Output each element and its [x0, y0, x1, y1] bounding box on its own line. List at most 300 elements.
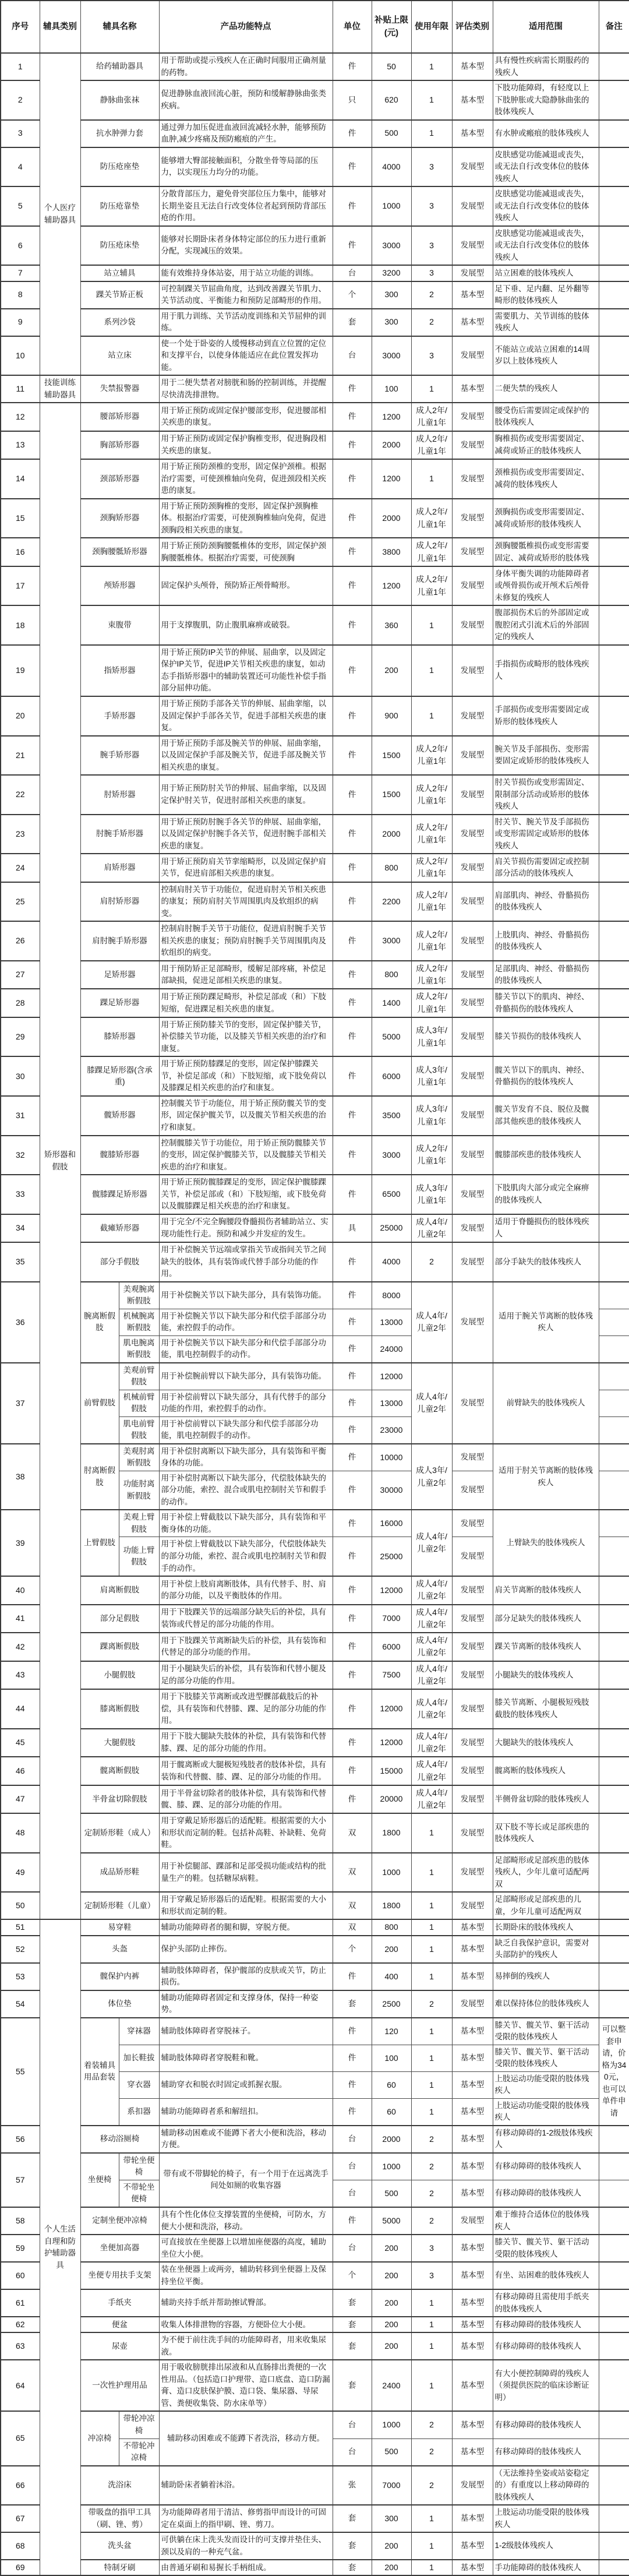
remark-cell: [599, 1309, 629, 1335]
use-years-cell: 1: [411, 2505, 452, 2532]
subsidy-limit-cell: 16000: [372, 1510, 411, 1537]
group-name-cell: 上臂假肢: [80, 1510, 119, 1576]
unit-cell: 件: [333, 1963, 372, 1990]
subsidy-limit-cell: 4000: [372, 1242, 411, 1282]
feature-cell: 装在坐便器上或两旁，辅助转移到坐便器上及保持坐位平衡。: [159, 2262, 333, 2289]
table-row: [1, 1282, 629, 1309]
eval-type-cell: 基本型: [452, 375, 493, 403]
table-row: [1, 265, 629, 281]
feature-cell: 用于下肢大腿缺失肢体的补偿，具有装饰和代替膝、踝、足的部分功能的作用。: [159, 1729, 333, 1757]
use-years-cell: 成人2年/儿童1年: [411, 775, 452, 815]
scope-cell: 具有慢性疾病需长期服药的残疾人: [493, 53, 599, 80]
name-cell: 肩肘腕手矫形器: [80, 921, 159, 961]
unit-cell: 件: [333, 566, 372, 606]
scope-cell: 膝关节、髋关节、躯干活动受限的肢体残疾人: [493, 2235, 599, 2262]
feature-cell: 辅助移动困难或不能蹲下者洗浴，移动方便。: [159, 2411, 333, 2465]
feature-cell: 用于矫正预防膝踝足的变形，固定保护膝踝关节，补偿足部或（和）下肢短缩，或下肢免荷以及膝踝足相关疾患的治疗和康复。: [159, 1056, 333, 1096]
eval-type-cell: 发展型: [452, 696, 493, 736]
subsidy-limit-cell: 7000: [372, 1605, 411, 1633]
scope-cell: 足部畸形或足部疾患的儿童，少年儿童可适配两双: [493, 1892, 599, 1919]
eval-type-cell: 发展型: [452, 1017, 493, 1057]
category-cell: 矫形器和假肢: [40, 403, 80, 1919]
feature-cell: 控制肩肘关节于功能位，促进肩肘关节相关疾患的康复；预防肩肘关节周围肌肉及软组织的病变。: [159, 882, 333, 922]
eval-type-cell: 发展型: [452, 1661, 493, 1690]
use-years-cell: 3: [411, 2235, 452, 2262]
scope-cell: 长期卧床的肢体残疾人: [493, 1919, 599, 1935]
remark-cell: [599, 403, 629, 431]
subsidy-limit-cell: 7500: [372, 1661, 411, 1690]
scope-cell: 有大小便控制障碍的残疾人（须提供医院的临床诊断证明）: [493, 2360, 599, 2411]
eval-type-cell: 基本型: [452, 2438, 493, 2466]
feature-cell: 通过弹力加压促进血液回流减轻水肿，能够预防血肿,减少疼痛及预防瘢痕的产生。: [159, 120, 333, 147]
name-cell: 肘腕手矫形器: [80, 815, 159, 854]
row-number-cell: 23: [1, 815, 40, 854]
table-row: [1, 696, 629, 736]
feature-cell: 辅助功能障碍者的腿和脚，穿脱方便。: [159, 1919, 333, 1935]
remark-cell: [599, 1214, 629, 1243]
use-years-cell: 1: [411, 2018, 452, 2045]
name-cell: 带吸盘的指甲工具（刷、锉、剪）: [80, 2505, 159, 2532]
remark-cell: [599, 1813, 629, 1853]
eval-type-cell: 基本型: [452, 2262, 493, 2289]
row-number-cell: 48: [1, 1813, 40, 1853]
use-years-cell: 成人4年/儿童2年: [411, 1282, 452, 1363]
use-years-cell: 2: [411, 2207, 452, 2235]
remark-cell: [599, 1633, 629, 1661]
unit-cell: 件: [333, 375, 372, 403]
col-header-limit: 补贴上限(元): [372, 1, 411, 53]
use-years-cell: 成人2年/儿童1年: [411, 431, 452, 460]
scope-cell: 有移动障碍的肢体残疾人: [493, 2317, 599, 2332]
eval-type-cell: 发展型: [452, 1576, 493, 1605]
table-row: [1, 1136, 629, 1175]
subsidy-limit-cell: 24000: [372, 1335, 411, 1363]
remark-cell: [599, 186, 629, 226]
name-cell: 肩离断假肢: [80, 1576, 159, 1605]
feature-cell: 用于矫正预防IP关节的伸展、屈曲挛，以及固定保护IP关节，促进IP关节相关疾患的康复，如动态手指矫形器中的辅助装置还可功能性补偿手指部分屈伸功能。: [159, 645, 333, 696]
name-cell: 坐便专用扶手支架: [80, 2262, 159, 2289]
eval-type-cell: 基本型: [452, 53, 493, 80]
eval-type-cell: 发展型: [452, 538, 493, 566]
name-cell: 颈部矫形器: [80, 459, 159, 499]
eval-type-cell: 发展型: [452, 605, 493, 645]
row-number-cell: 60: [1, 2262, 40, 2289]
name-cell: 髋膝矫形器: [80, 1136, 159, 1175]
subsidy-limit-cell: 3800: [372, 538, 411, 566]
eval-type-cell: 基本型: [452, 2045, 493, 2071]
eval-type-cell: 基本型: [452, 2289, 493, 2317]
eval-type-cell: 基本型: [452, 2018, 493, 2045]
name-cell: 足矫形器: [80, 961, 159, 989]
table-row: [1, 961, 629, 989]
name-cell: 坐便加高器: [80, 2235, 159, 2262]
use-years-cell: 成人3年/儿童1年: [411, 1017, 452, 1057]
subsidy-limit-cell: 3000: [372, 921, 411, 961]
table-row: [1, 2262, 629, 2289]
name-cell: 机械前臂假肢: [119, 1390, 159, 1416]
unit-cell: 件: [333, 403, 372, 431]
remark-cell: [599, 775, 629, 815]
remark-cell: [599, 120, 629, 147]
subsidy-limit-cell: 200: [372, 2289, 411, 2317]
unit-cell: 台: [333, 2126, 372, 2153]
unit-cell: 套: [333, 309, 372, 336]
category-cell: 技能训练辅助器具: [40, 375, 80, 403]
unit-cell: 件: [333, 226, 372, 266]
col-header-unit: 单位: [333, 1, 372, 53]
table-row: [1, 2289, 629, 2317]
eval-type-cell: 发展型: [452, 186, 493, 226]
eval-type-cell: 发展型: [452, 1537, 493, 1576]
row-number-cell: 68: [1, 2532, 40, 2560]
name-cell: 不带轮坐便椅: [119, 2180, 159, 2207]
use-years-cell: 3: [411, 265, 452, 281]
eval-type-cell: 发展型: [452, 1471, 493, 1510]
subsidy-limit-cell: 25000: [372, 1537, 411, 1576]
subsidy-limit-cell: 200: [372, 2262, 411, 2289]
table-row: [1, 2018, 629, 2045]
table-row: [1, 538, 629, 566]
name-cell: 半骨盆切除假肢: [80, 1785, 159, 1814]
remark-cell: [599, 2360, 629, 2411]
subsidy-limit-cell: 500: [372, 2438, 411, 2466]
feature-cell: 用于小腿缺失后的补偿，具有装饰和代替小腿及足的部分功能的作用。: [159, 1661, 333, 1690]
row-number-cell: 25: [1, 882, 40, 922]
eval-type-cell: 基本型: [452, 2360, 493, 2411]
use-years-cell: 2: [411, 2126, 452, 2153]
name-cell: 功能肘离断假肢: [119, 1471, 159, 1510]
scope-cell: 下肢功能障碍，有轻度以上下肢肿胀或大隐静脉曲张的肢体残疾人: [493, 80, 599, 120]
unit-cell: 只: [333, 80, 372, 120]
feature-cell: 收集人体排泄物的容器，方便卧位大小便。: [159, 2317, 333, 2332]
unit-cell: 台: [333, 2180, 372, 2207]
scope-cell: 有移动障碍的肢体残疾人: [493, 2411, 599, 2438]
scope-cell: 足下垂、足内翻、足外翻等畸形的肢体残疾人: [493, 281, 599, 309]
name-cell: 静脉曲张袜: [80, 80, 159, 120]
col-header-years: 使用年限: [411, 1, 452, 53]
subsidy-limit-cell: 2000: [372, 431, 411, 460]
row-number-cell: 6: [1, 226, 40, 266]
remark-cell: [599, 1444, 629, 1471]
unit-cell: 双: [333, 1853, 372, 1893]
use-years-cell: 1: [411, 1813, 452, 1853]
table-row: [1, 605, 629, 645]
remark-cell: [599, 2180, 629, 2207]
feature-cell: 用于帮助或提示残疾人在正确时间服用正确剂量的药物。: [159, 53, 333, 80]
table-row: [1, 2560, 629, 2575]
use-years-cell: 成人4年/儿童2年: [411, 1605, 452, 1633]
remark-cell: [599, 1729, 629, 1757]
eval-type-cell: 基本型: [452, 1936, 493, 1963]
header-row: [1, 1, 629, 53]
row-number-cell: 30: [1, 1056, 40, 1096]
use-years-cell: 成人2年/儿童1年: [411, 538, 452, 566]
eval-type-cell: 发展型: [452, 645, 493, 696]
subsidy-limit-cell: 1200: [372, 566, 411, 606]
name-cell: 移动浴厕椅: [80, 2126, 159, 2153]
subsidy-limit-cell: 2000: [372, 815, 411, 854]
eval-type-cell: 发展型: [452, 226, 493, 266]
subsidy-limit-cell: 1000: [372, 186, 411, 226]
feature-cell: 控制髋膝关节于功能位，用于矫正预防髋膝关节的变形，固定保护髋膝关节，以及髋膝关节相关疾患的治疗和康复。: [159, 1136, 333, 1175]
row-number-cell: 35: [1, 1242, 40, 1282]
feature-cell: 用于下肢踝关节的远端部分缺失后的补偿，具有装饰或代替足的部分功能的作用。: [159, 1605, 333, 1633]
feature-cell: 分散背部压力，避免骨突部位压力集中，能够对长期坐姿且无法自行改变体位者起到预防背部压疮的作用。: [159, 186, 333, 226]
unit-cell: 件: [333, 1729, 372, 1757]
unit-cell: 件: [333, 882, 372, 922]
table-row: [1, 1757, 629, 1785]
use-years-cell: 1: [411, 1892, 452, 1919]
feature-cell: 辅助肢体障碍者穿脱鞋和靴。: [159, 2045, 333, 2071]
eval-type-cell: 基本型: [452, 2332, 493, 2360]
table-row: [1, 1919, 629, 1935]
remark-cell: [599, 1175, 629, 1214]
scope-cell: 髋关节发育不良、脱位及髋部其他疾患的肢体残疾人: [493, 1096, 599, 1136]
subsidy-limit-cell: 1000: [372, 1853, 411, 1893]
use-years-cell: 2: [411, 2466, 452, 2505]
subsidy-limit-cell: 100: [372, 2045, 411, 2071]
feature-cell: 用于补偿腕关节以下缺失部分和代偿手部部分功能，索控假手的动作。: [159, 1309, 333, 1335]
unit-cell: 件: [333, 1444, 372, 1471]
eval-type-cell: 发展型: [452, 265, 493, 281]
use-years-cell: 1: [411, 1936, 452, 1963]
use-years-cell: 2: [411, 2153, 452, 2180]
remark-cell: [599, 854, 629, 882]
subsidy-limit-cell: 300: [372, 2505, 411, 2532]
use-years-cell: 成人2年/儿童1年: [411, 1136, 452, 1175]
scope-cell: 半侧骨盆切除的肢体残疾人: [493, 1785, 599, 1814]
eval-type-cell: 发展型: [452, 147, 493, 187]
use-years-cell: 1: [411, 53, 452, 80]
scope-cell: 手指损伤或畸形的肢体残疾人: [493, 645, 599, 696]
subsidy-limit-cell: 300: [372, 281, 411, 309]
row-number-cell: 66: [1, 2466, 40, 2505]
row-number-cell: 13: [1, 431, 40, 460]
scope-cell: 有移动障碍的肢体残疾人: [493, 2180, 599, 2207]
row-number-cell: 37: [1, 1363, 40, 1444]
name-cell: 髋矫形器: [80, 1096, 159, 1136]
feature-cell: 用于矫正预防肩关节挛缩畸形，以及固定保护肩关节，促进肩部相关疾患的康复。: [159, 854, 333, 882]
group-name-cell: 着装辅具用品套装: [80, 2018, 119, 2126]
subsidy-limit-cell: 2500: [372, 1990, 411, 2018]
name-cell: 站立辅具: [80, 265, 159, 281]
use-years-cell: 成人4年/儿童2年: [411, 1576, 452, 1605]
subsidy-limit-cell: 1000: [372, 2153, 411, 2180]
row-number-cell: 61: [1, 2289, 40, 2317]
subsidy-limit-cell: 500: [372, 2180, 411, 2207]
scope-cell: 需要肌力、关节训练的肢体残疾人: [493, 309, 599, 336]
row-number-cell: 14: [1, 459, 40, 499]
name-cell: 肌电腕离断假肢: [119, 1335, 159, 1363]
subsidy-limit-cell: 200: [372, 2532, 411, 2560]
scope-cell: 上肢运动功能受限的肢体残疾人: [493, 2098, 599, 2126]
unit-cell: 件: [333, 1416, 372, 1444]
unit-cell: 具: [333, 1214, 372, 1243]
feature-cell: 由普通牙刷和易握长手柄组成。: [159, 2560, 333, 2575]
scope-cell: 难于维持合适体位的肢体残疾人: [493, 2207, 599, 2235]
row-number-cell: 49: [1, 1853, 40, 1893]
name-cell: 穿衣器: [119, 2071, 159, 2098]
row-number-cell: 45: [1, 1729, 40, 1757]
feature-cell: 能够增大臀部接触面积，分散坐骨等局部的压力，以实现压力均分的功能。: [159, 147, 333, 187]
scope-cell: 小腿缺失的肢体残疾人: [493, 1661, 599, 1690]
subsidy-limit-cell: 60: [372, 2071, 411, 2098]
eval-type-cell: 发展型: [452, 1729, 493, 1757]
name-cell: 肌电前臂假肢: [119, 1416, 159, 1444]
feature-cell: 用于补偿肘离断以下缺失部分，代偿肢体缺失的部分功能，索控、混合或肌电控制肘关节和假手的动作。: [159, 1471, 333, 1510]
eval-type-cell: 发展型: [452, 1175, 493, 1214]
scope-cell: 下肢肌肉大部分或完全麻痹的肢体残疾人: [493, 1175, 599, 1214]
eval-type-cell: 基本型: [452, 80, 493, 120]
subsidy-limit-cell: 50: [372, 53, 411, 80]
eval-type-cell: 发展型: [452, 815, 493, 854]
table-row: [1, 459, 629, 499]
feature-cell: 用于矫正预防颈胸腰骶椎体的变形，固定保护颈胸腰骶椎体。根据治疗需要，可使颈胸: [159, 538, 333, 566]
subsidy-limit-cell: 800: [372, 961, 411, 989]
scope-cell: 身体平衡失调的功能障碍者或颅骨损伤或开颅术后颅骨未修复的残疾人: [493, 566, 599, 606]
remark-cell: [599, 431, 629, 460]
remark-cell: [599, 281, 629, 309]
feature-cell: 用于支撑腹肌，防止腹肌麻痹或破裂。: [159, 605, 333, 645]
name-cell: 腕手矫形器: [80, 736, 159, 776]
scope-cell: 腰受伤后需要固定或保护的肢体残疾人: [493, 403, 599, 431]
name-cell: 洗浴床: [80, 2466, 159, 2505]
feature-cell: 用于肌力训练、关节活动度训练和关节屈伸的训练。: [159, 309, 333, 336]
feature-cell: 用于矫正预防踝足畸形，补偿足部或（和）下肢短缩，促进踝足相关疾患的康复。: [159, 989, 333, 1017]
eval-type-cell: 基本型: [452, 120, 493, 147]
unit-cell: 件: [333, 2045, 372, 2071]
name-cell: 抗水肿弹力套: [80, 120, 159, 147]
remark-cell: [599, 2438, 629, 2466]
scope-cell: 有移动障碍且需使用手纸夹的肢体残疾人: [493, 2289, 599, 2317]
table-row: [1, 186, 629, 226]
use-years-cell: 1: [411, 2317, 452, 2332]
unit-cell: 件: [333, 1363, 372, 1390]
subsidy-limit-cell: 1800: [372, 1813, 411, 1853]
subsidy-limit-cell: 100: [372, 375, 411, 403]
remark-cell: [599, 1136, 629, 1175]
subsidy-limit-cell: 620: [372, 80, 411, 120]
row-number-cell: 18: [1, 605, 40, 645]
feature-cell: 用于矫正预防肘腕手各关节的伸展、屈曲挛缩，以及固定保护肘腕手各关节，促进肘腕手部相关疾患的康复。: [159, 815, 333, 854]
name-cell: 便盆: [80, 2317, 159, 2332]
feature-cell: 用于补偿上臂截肢以下缺失部分，代偿肢体缺失的部分功能，索控、混合或肌电控制肘关节和假手的动作。: [159, 1537, 333, 1576]
name-cell: 特制牙刷: [80, 2560, 159, 2575]
unit-cell: 套: [333, 2317, 372, 2332]
row-number-cell: 16: [1, 538, 40, 566]
unit-cell: 件: [333, 431, 372, 460]
subsidy-limit-cell: 20000: [372, 1785, 411, 1814]
table-row: [1, 120, 629, 147]
unit-cell: 双: [333, 1892, 372, 1919]
use-years-cell: 2: [411, 1990, 452, 2018]
table-row: [1, 1214, 629, 1243]
use-years-cell: 成人2年/儿童1年: [411, 921, 452, 961]
use-years-cell: 成人2年/儿童1年: [411, 882, 452, 922]
subsidy-limit-cell: 2400: [372, 2360, 411, 2411]
name-cell: 美观前臂假肢: [119, 1363, 159, 1390]
name-cell: 指矫形器: [80, 645, 159, 696]
scope-cell: 上臂缺失的肢体残疾人: [493, 1510, 599, 1576]
name-cell: 站立床: [80, 336, 159, 376]
row-number-cell: 1: [1, 53, 40, 80]
remark-cell: [599, 1242, 629, 1282]
feature-cell: 用于矫正预防肘关节的伸展、屈曲挛缩，以及固定保护肘关节，促进肘部相关疾患的康复。: [159, 775, 333, 815]
feature-cell: 辅助穿衣和脱衣时固定或抓握衣服。: [159, 2071, 333, 2098]
eval-type-cell: 发展型: [452, 854, 493, 882]
scope-cell: 足部肌肉、神经、骨骼损伤的肢体残疾人: [493, 961, 599, 989]
use-years-cell: 3: [411, 147, 452, 187]
scope-cell: 适用于腕关节离断的肢体残疾人: [493, 1282, 599, 1363]
unit-cell: 件: [333, 1785, 372, 1814]
remark-cell: [599, 1892, 629, 1919]
subsidy-limit-cell: 200: [372, 2332, 411, 2360]
use-years-cell: 成人2年/儿童1年: [411, 815, 452, 854]
unit-cell: 件: [333, 1390, 372, 1416]
scope-cell: 手功能障碍的肢体残疾人: [493, 2560, 599, 2575]
unit-cell: 件: [333, 736, 372, 776]
unit-cell: 件: [333, 1242, 372, 1282]
unit-cell: 件: [333, 538, 372, 566]
row-number-cell: 56: [1, 2126, 40, 2153]
subsidy-limit-cell: 12000: [372, 1689, 411, 1729]
feature-cell: 具有个性化体位支撑装置的坐便椅，可防水，方便大小便和洗浴，移动。: [159, 2207, 333, 2235]
unit-cell: 件: [333, 2071, 372, 2098]
name-cell: 膝矫形器: [80, 1017, 159, 1057]
subsidy-limit-cell: 1000: [372, 2411, 411, 2438]
scope-cell: 膝关节、髋关节、躯干活动受限的肢体残疾人: [493, 2018, 599, 2045]
remark-cell: [599, 1416, 629, 1444]
name-cell: 头盔: [80, 1936, 159, 1963]
col-header-no: 序号: [1, 1, 40, 53]
name-cell: 一次性护理用品: [80, 2360, 159, 2411]
subsidy-limit-cell: 3000: [372, 336, 411, 376]
table-row: [1, 775, 629, 815]
remark-cell: [599, 538, 629, 566]
table-row: [1, 2207, 629, 2235]
name-cell: 截瘫矫形器: [80, 1214, 159, 1243]
remark-cell: [599, 80, 629, 120]
table-row: [1, 336, 629, 376]
table-body: [1, 53, 629, 2575]
remark-cell: [599, 2262, 629, 2289]
table-row: [1, 80, 629, 120]
name-cell: 尿壶: [80, 2332, 159, 2360]
eval-type-cell: 发展型: [452, 459, 493, 499]
unit-cell: 个: [333, 2262, 372, 2289]
table-row: [1, 1813, 629, 1853]
eval-type-cell: 发展型: [452, 989, 493, 1017]
unit-cell: 件: [333, 1633, 372, 1661]
remark-cell: [599, 605, 629, 645]
table-row: [1, 1605, 629, 1633]
table-row: [1, 1633, 629, 1661]
use-years-cell: 1: [411, 2332, 452, 2360]
use-years-cell: 成人4年/儿童2年: [411, 1757, 452, 1785]
table-row: [1, 645, 629, 696]
feature-cell: 辅助卧床者躺着沐浴。: [159, 2466, 333, 2505]
name-cell: 颅矫形器: [80, 566, 159, 606]
feature-cell: 用于补偿上肢肩离断肢体，具有代替手、肘、肩的部分功能，以及平衡肢体的作用。: [159, 1576, 333, 1605]
eval-type-cell: 发展型: [452, 1990, 493, 2018]
unit-cell: 件: [333, 2098, 372, 2126]
remark-cell: [599, 1390, 629, 1416]
row-number-cell: 44: [1, 1689, 40, 1729]
name-cell: 机械腕离断假肢: [119, 1309, 159, 1335]
remark-cell: [599, 2207, 629, 2235]
unit-cell: 张: [333, 2466, 372, 2505]
subsidy-limit-cell: 2000: [372, 2126, 411, 2153]
